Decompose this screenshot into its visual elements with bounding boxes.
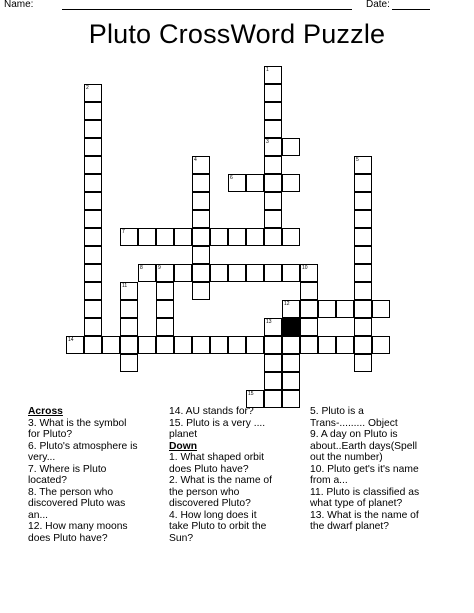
cell-number: 4 <box>194 157 197 163</box>
grid-cell[interactable] <box>210 336 228 354</box>
grid-cell[interactable] <box>84 138 102 156</box>
grid-cell[interactable] <box>192 282 210 300</box>
grid-cell[interactable] <box>300 318 318 336</box>
grid-cell[interactable] <box>84 246 102 264</box>
grid-cell[interactable] <box>120 336 138 354</box>
grid-cell[interactable] <box>282 372 300 390</box>
grid-cell[interactable] <box>264 192 282 210</box>
grid-cell[interactable] <box>138 336 156 354</box>
clue-text: 1. What shaped orbit does Pluto have? <box>169 452 265 475</box>
grid-cell[interactable] <box>228 264 246 282</box>
grid-cell[interactable] <box>282 264 300 282</box>
grid-cell[interactable] <box>120 318 138 336</box>
clue-text: 10. Pluto get's it's name from a... <box>310 463 419 486</box>
grid-cell[interactable] <box>282 336 300 354</box>
grid-cell[interactable] <box>372 300 390 318</box>
cell-number: 11 <box>122 283 128 289</box>
page-title: Pluto CrossWord Puzzle <box>88 19 386 49</box>
clue-text: 3. What is the symbol for Pluto? <box>28 417 127 440</box>
grid-cell[interactable] <box>318 336 336 354</box>
grid-cell[interactable] <box>84 120 102 138</box>
grid-cell[interactable] <box>174 264 192 282</box>
grid-cell[interactable] <box>246 228 264 246</box>
grid-cell[interactable] <box>354 300 372 318</box>
grid-cell[interactable] <box>264 210 282 228</box>
grid-cell[interactable] <box>264 354 282 372</box>
grid-cell[interactable] <box>264 228 282 246</box>
clue-text: 9. A day on Pluto is about..Earth days(Spell out the number) <box>310 429 418 463</box>
cell-number: 15 <box>248 391 254 397</box>
grid-cell[interactable] <box>282 354 300 372</box>
cell-number: 8 <box>140 265 143 271</box>
clue-text: 15. Pluto is a very .... planet <box>169 417 266 440</box>
grid-cell[interactable] <box>282 228 300 246</box>
grid-cell[interactable] <box>354 210 372 228</box>
grid-cell[interactable] <box>84 174 102 192</box>
grid-cell[interactable] <box>372 336 390 354</box>
grid-cell[interactable] <box>264 120 282 138</box>
grid-cell[interactable] <box>246 174 264 192</box>
grid-cell[interactable] <box>102 336 120 354</box>
grid-cell[interactable] <box>192 228 210 246</box>
grid-cell[interactable] <box>120 354 138 372</box>
grid-cell[interactable] <box>354 264 372 282</box>
grid-cell[interactable] <box>264 84 282 102</box>
grid-cell[interactable] <box>156 228 174 246</box>
grid-cell[interactable] <box>264 156 282 174</box>
grid-cell[interactable] <box>354 192 372 210</box>
cell-number: 12 <box>284 301 290 307</box>
grid-cell[interactable] <box>156 336 174 354</box>
cell-number: 1 <box>266 67 269 73</box>
cell-number: 3 <box>266 139 269 145</box>
grid-cell[interactable] <box>84 318 102 336</box>
grid-cell[interactable] <box>138 228 156 246</box>
grid-cell[interactable] <box>84 300 102 318</box>
grid-cell[interactable] <box>354 354 372 372</box>
grid-cell[interactable] <box>174 228 192 246</box>
grid-cell[interactable] <box>264 174 282 192</box>
cell-number: 10 <box>302 265 308 271</box>
grid-cell[interactable] <box>84 228 102 246</box>
grid-cell[interactable] <box>192 174 210 192</box>
clue-text: 14. AU stands for? <box>169 406 254 417</box>
grid-cell[interactable] <box>192 210 210 228</box>
cell-number: 14 <box>68 337 74 343</box>
clue-text: 6. Pluto's atmosphere is very... <box>28 440 138 463</box>
grid-cell[interactable] <box>318 300 336 318</box>
cell-number: 9 <box>158 265 161 271</box>
grid-cell[interactable] <box>336 300 354 318</box>
grid-cell[interactable] <box>84 264 102 282</box>
date-label: Date: <box>366 0 390 10</box>
clues-column-1 <box>28 406 164 544</box>
grid-cell[interactable] <box>354 228 372 246</box>
grid-cell[interactable] <box>264 264 282 282</box>
grid-cell[interactable] <box>354 174 372 192</box>
grid-cell[interactable] <box>246 336 264 354</box>
grid-cell[interactable] <box>192 264 210 282</box>
grid-cell[interactable] <box>246 264 264 282</box>
clue-text: 11. Pluto is classified as what type of planet? <box>310 486 420 509</box>
clue-section-heading: Across <box>28 406 63 417</box>
clue-text: 12. How many moons does Pluto have? <box>28 521 128 544</box>
grid-cell[interactable] <box>354 246 372 264</box>
clue-text: 4. How long does it take Pluto to orbit the Sun? <box>169 509 267 544</box>
grid-cell[interactable] <box>300 300 318 318</box>
grid-cell[interactable] <box>192 192 210 210</box>
grid-cell[interactable] <box>264 336 282 354</box>
grid-cell[interactable] <box>192 246 210 264</box>
grid-cell[interactable] <box>84 156 102 174</box>
cell-number: 13 <box>266 319 272 325</box>
black-cell <box>282 318 300 336</box>
grid-cell[interactable] <box>354 336 372 354</box>
grid-cell[interactable] <box>156 300 174 318</box>
clue-text: 8. The person who discovered Pluto was an... <box>28 486 126 521</box>
grid-cell[interactable] <box>156 318 174 336</box>
clue-section-heading: Down <box>169 440 198 452</box>
grid-cell[interactable] <box>228 228 246 246</box>
grid-cell[interactable] <box>156 282 174 300</box>
grid-cell[interactable] <box>300 336 318 354</box>
cell-number: 6 <box>230 175 233 181</box>
grid-cell[interactable] <box>282 138 300 156</box>
grid-cell[interactable] <box>300 282 318 300</box>
cell-number: 2 <box>86 85 89 91</box>
clues-column-3 <box>310 406 470 533</box>
grid-cell[interactable] <box>84 102 102 120</box>
cell-number: 5 <box>356 157 359 163</box>
grid-cell[interactable] <box>192 336 210 354</box>
grid-cell[interactable] <box>210 264 228 282</box>
grid-cell[interactable] <box>210 228 228 246</box>
grid-cell[interactable] <box>228 336 246 354</box>
grid-cell[interactable] <box>174 336 192 354</box>
grid-cell[interactable] <box>282 174 300 192</box>
clue-text: 13. What is the name of the dwarf planet? <box>310 509 419 532</box>
clue-text: 7. Where is Pluto located? <box>28 463 107 486</box>
grid-cell[interactable] <box>336 336 354 354</box>
grid-cell[interactable] <box>354 282 372 300</box>
name-label: Name: <box>4 0 34 10</box>
clue-text: 2. What is the name of the person who discovered Pluto? <box>169 475 273 509</box>
grid-cell[interactable] <box>264 102 282 120</box>
grid-cell[interactable] <box>264 372 282 390</box>
grid-cell[interactable] <box>120 300 138 318</box>
grid-cell[interactable] <box>84 192 102 210</box>
clues-column-2 <box>169 406 305 544</box>
grid-cell[interactable] <box>84 282 102 300</box>
grid-cell[interactable] <box>84 210 102 228</box>
clue-text: 5. Pluto is a Trans-......... Object <box>310 406 398 429</box>
grid-cell[interactable] <box>354 318 372 336</box>
cell-number: 7 <box>122 229 125 235</box>
grid-cell[interactable] <box>84 336 102 354</box>
